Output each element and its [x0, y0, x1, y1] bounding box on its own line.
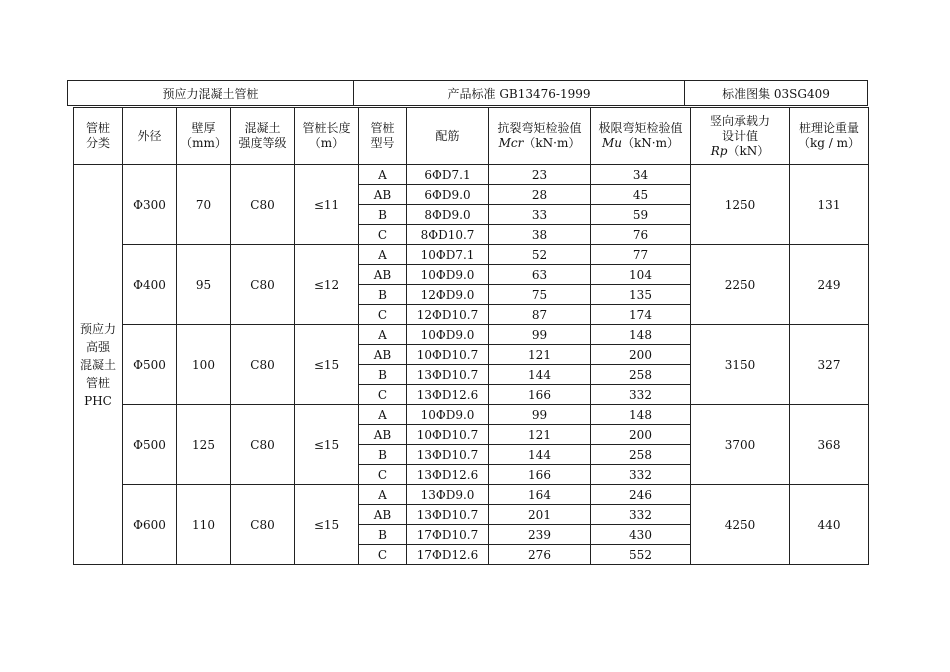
mu-cell: 332	[591, 385, 691, 405]
table-row	[74, 485, 869, 505]
weight-cell: 368	[790, 405, 869, 485]
model-cell: C	[359, 305, 407, 325]
model-cell: B	[359, 525, 407, 545]
rebar-cell: 10ΦD7.1	[407, 245, 489, 265]
mcr-cell: 52	[489, 245, 591, 265]
rebar-cell: 13ΦD10.7	[407, 365, 489, 385]
mcr-cell: 99	[489, 405, 591, 425]
category-label-line: PHC	[84, 393, 112, 408]
header-wall: 壁厚 （mm）	[177, 108, 231, 165]
bearing-cell: 3150	[691, 325, 790, 405]
atlas-cell: 标准图集 03SG409	[722, 86, 830, 101]
category-label-line: 预应力	[79, 321, 116, 336]
length-cell: ≤15	[295, 405, 359, 485]
model-cell: A	[359, 405, 407, 425]
mu-cell: 258	[591, 445, 691, 465]
table-row	[74, 405, 869, 425]
mcr-cell: 23	[489, 165, 591, 185]
wall-cell: 95	[177, 245, 231, 325]
model-cell: C	[359, 465, 407, 485]
mu-cell: 59	[591, 205, 691, 225]
mu-cell: 76	[591, 225, 691, 245]
mcr-cell: 75	[489, 285, 591, 305]
mu-cell: 34	[591, 165, 691, 185]
header-ultimate-moment: 极限弯矩检验值 Mu（kN·m）	[591, 108, 691, 165]
length-cell: ≤15	[295, 325, 359, 405]
bearing-cell: 3700	[691, 405, 790, 485]
mcr-cell: 144	[489, 445, 591, 465]
header-weight: 桩理论重量 （kg / m）	[790, 108, 869, 165]
wall-cell: 125	[177, 405, 231, 485]
category-label-line: 管桩	[85, 375, 110, 390]
rebar-cell: 8ΦD9.0	[407, 205, 489, 225]
weight-cell: 440	[790, 485, 869, 565]
mu-cell: 45	[591, 185, 691, 205]
wall-cell: 110	[177, 485, 231, 565]
mu-cell: 148	[591, 325, 691, 345]
model-cell: AB	[359, 505, 407, 525]
mcr-cell: 144	[489, 365, 591, 385]
standard-cell: 产品标准 GB13476-1999	[354, 81, 685, 105]
mcr-cell: 38	[489, 225, 591, 245]
mu-cell: 174	[591, 305, 691, 325]
mcr-cell: 63	[489, 265, 591, 285]
grade-cell: C80	[231, 245, 295, 325]
weight-cell: 327	[790, 325, 869, 405]
rebar-cell: 12ΦD9.0	[407, 285, 489, 305]
mu-cell: 200	[591, 345, 691, 365]
header-model: 管桩 型号	[359, 108, 407, 165]
rebar-cell: 10ΦD10.7	[407, 345, 489, 365]
bearing-cell: 2250	[691, 245, 790, 325]
header-crack-moment: 抗裂弯矩检验值 Mcr（kN·m）	[489, 108, 591, 165]
mu-cell: 135	[591, 285, 691, 305]
model-cell: A	[359, 485, 407, 505]
rebar-cell: 17ΦD12.6	[407, 545, 489, 565]
model-cell: AB	[359, 345, 407, 365]
diameter-cell: Φ300	[123, 165, 177, 245]
model-cell: C	[359, 385, 407, 405]
category-cell	[74, 165, 123, 565]
mu-cell: 258	[591, 365, 691, 385]
table-row	[74, 325, 869, 345]
mcr-cell: 121	[489, 425, 591, 445]
model-cell: B	[359, 365, 407, 385]
bearing-cell: 1250	[691, 165, 790, 245]
mu-cell: 104	[591, 265, 691, 285]
model-cell: AB	[359, 185, 407, 205]
rebar-cell: 13ΦD9.0	[407, 485, 489, 505]
mu-cell: 77	[591, 245, 691, 265]
length-cell: ≤12	[295, 245, 359, 325]
mcr-cell: 166	[489, 465, 591, 485]
rebar-cell: 12ΦD10.7	[407, 305, 489, 325]
rebar-cell: 8ΦD10.7	[407, 225, 489, 245]
mu-cell: 552	[591, 545, 691, 565]
grade-cell: C80	[231, 485, 295, 565]
rebar-cell: 13ΦD12.6	[407, 465, 489, 485]
mcr-cell: 87	[489, 305, 591, 325]
category-label-line: 高强	[85, 339, 110, 354]
table-row	[74, 165, 869, 185]
rebar-cell: 6ΦD9.0	[407, 185, 489, 205]
model-cell: AB	[359, 265, 407, 285]
header-bearing: 竖向承载力 设计值 Rp（kN）	[691, 108, 790, 165]
header-concrete-grade: 混凝土 强度等级	[231, 108, 295, 165]
header-length: 管桩长度 （m）	[295, 108, 359, 165]
diameter-cell: Φ500	[123, 405, 177, 485]
model-cell: A	[359, 245, 407, 265]
mu-cell: 200	[591, 425, 691, 445]
mu-cell: 246	[591, 485, 691, 505]
rebar-cell: 10ΦD10.7	[407, 425, 489, 445]
length-cell: ≤15	[295, 485, 359, 565]
mcr-cell: 121	[489, 345, 591, 365]
grade-cell: C80	[231, 405, 295, 485]
model-cell: AB	[359, 425, 407, 445]
weight-cell: 131	[790, 165, 869, 245]
header-row	[74, 108, 869, 165]
rebar-cell: 10ΦD9.0	[407, 265, 489, 285]
mcr-cell: 166	[489, 385, 591, 405]
model-cell: B	[359, 205, 407, 225]
mu-cell: 332	[591, 505, 691, 525]
mcr-cell: 201	[489, 505, 591, 525]
mcr-cell: 276	[489, 545, 591, 565]
header-reinforcement: 配筋	[407, 108, 489, 165]
title-bar	[67, 80, 868, 106]
mcr-cell: 99	[489, 325, 591, 345]
model-cell: C	[359, 225, 407, 245]
grade-cell: C80	[231, 325, 295, 405]
rebar-cell: 13ΦD12.6	[407, 385, 489, 405]
mcr-cell: 164	[489, 485, 591, 505]
header-outer-diameter: 外径	[123, 108, 177, 165]
header-category: 管桩 分类	[74, 108, 123, 165]
rebar-cell: 10ΦD9.0	[407, 325, 489, 345]
rebar-cell: 13ΦD10.7	[407, 505, 489, 525]
mu-cell: 332	[591, 465, 691, 485]
length-cell: ≤11	[295, 165, 359, 245]
title-cell: 预应力混凝土管桩	[68, 81, 354, 105]
model-cell: A	[359, 325, 407, 345]
grade-cell: C80	[231, 165, 295, 245]
diameter-cell: Φ500	[123, 325, 177, 405]
rebar-cell: 10ΦD9.0	[407, 405, 489, 425]
category-label-line: 混凝土	[79, 357, 116, 372]
mcr-cell: 28	[489, 185, 591, 205]
rebar-cell: 6ΦD7.1	[407, 165, 489, 185]
model-cell: C	[359, 545, 407, 565]
diameter-cell: Φ400	[123, 245, 177, 325]
rebar-cell: 17ΦD10.7	[407, 525, 489, 545]
mu-cell: 430	[591, 525, 691, 545]
model-cell: B	[359, 285, 407, 305]
diameter-cell: Φ600	[123, 485, 177, 565]
mcr-cell: 239	[489, 525, 591, 545]
table-row	[74, 245, 869, 265]
mu-cell: 148	[591, 405, 691, 425]
weight-cell: 249	[790, 245, 869, 325]
mcr-cell: 33	[489, 205, 591, 225]
pile-spec-table	[73, 107, 869, 565]
wall-cell: 70	[177, 165, 231, 245]
bearing-cell: 4250	[691, 485, 790, 565]
rebar-cell: 13ΦD10.7	[407, 445, 489, 465]
wall-cell: 100	[177, 325, 231, 405]
model-cell: B	[359, 445, 407, 465]
model-cell: A	[359, 165, 407, 185]
